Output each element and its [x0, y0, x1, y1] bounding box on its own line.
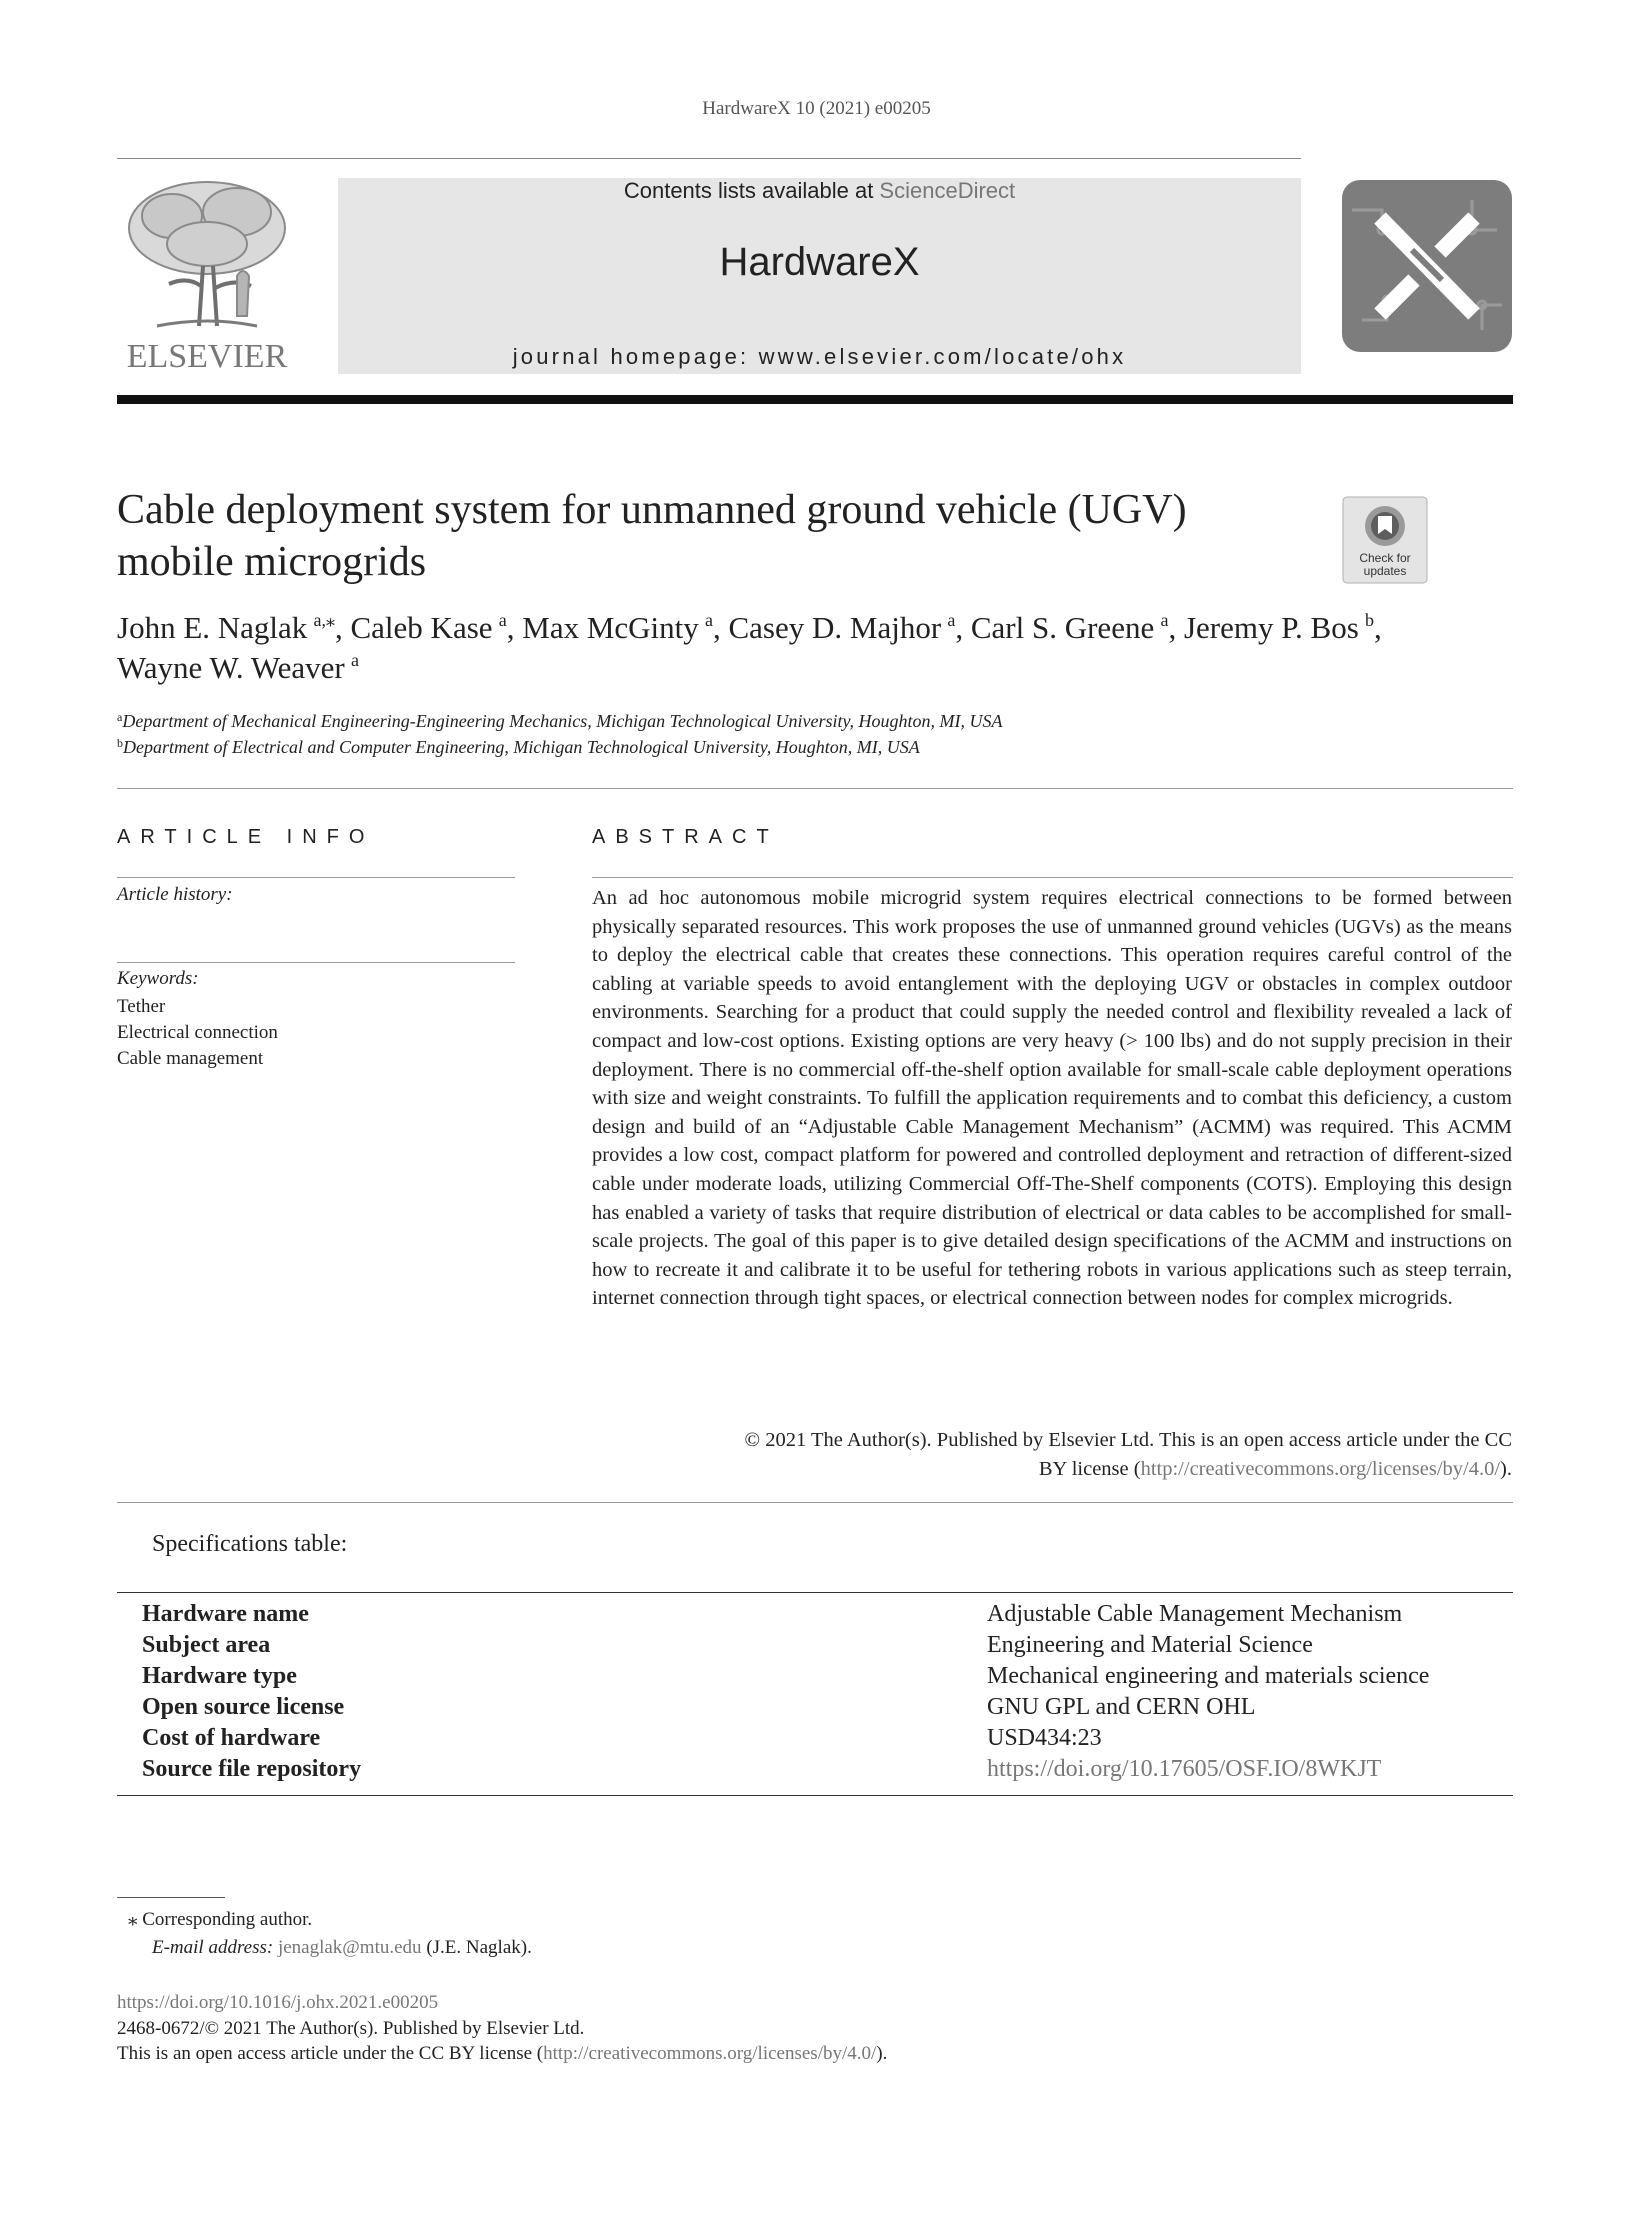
affiliation-b: $^b$Department of Electrical and Computer Engineering, Michigan Technological University, Houghton, MI, USA [117, 736, 920, 757]
header-thick-rule [117, 395, 1513, 404]
page-footer [117, 1990, 887, 2067]
publisher-wordmark: ELSEVIER [126, 338, 288, 375]
doi-link[interactable]: https://doi.org/10.1016/j.ohx.2021.e00205 [117, 1992, 439, 2013]
abstract-paragraph: An ad hoc autonomous mobile microgrid system requires electrical connections to be formed between physically separated resources. This work proposes the use of unmanned ground vehicles (UGVs) as the means to deploy the electrical cable that creates these connections. This operation requires careful control of the cabling at variable speeds to avoid entanglement with the deploying UGV or obstacles in complex outdoor environments. Searching for a product that could supply the needed control and flexibility revealed a lack of compact and low-cost options. Existing options are very heavy (> 100 lbs) and do not supply precision in their deployment. There is no commercial off-the-shelf option available for small-scale cable deployment operations with size and weight constraints. To fulfill the application requirements and to combat this deficiency, a custom design and build of an “Adjustable Cable Management Mechanism” (ACMM) was required. This ACMM provides a low cost, compact platform for powered and controlled deployment and retraction of different-sized cable under moderate loads, utilizing Commercial Off-The-Shelf components (COTS). Employing this design has enabled a variety of tasks that require distribution of electrical or data cables to be accomplished for small-scale projects. The goal of this paper is to give detailed design specifications of the ACMM and instructions on how to recreate it and calibrate it to be useful for tethering robots in various applications such as steep terrain, internet connection through tight spaces, or electrical connection between nodes for complex microgrids. [592, 887, 1512, 1310]
affiliation-rule [117, 788, 1513, 789]
author-affiliation-marker: a [704, 610, 713, 630]
article-info-rule [117, 877, 515, 878]
crossmark-label-1: Check for [1359, 551, 1411, 565]
header-rule [117, 158, 1301, 159]
keyword-item: Electrical connection [117, 1022, 278, 1043]
copyright-line-1: © 2021 The Author(s). Published by Elsevier Ltd. This is an open access article under the CC [744, 1429, 1512, 1451]
journal-title: HardwareX [719, 240, 920, 284]
author-name[interactable]: John E. Naglak [117, 610, 308, 645]
abstract-rule [592, 877, 1513, 878]
table-row: Source file repository https://doi.org/10.17605/OSF.IO/8WKJT [117, 1754, 1513, 1785]
title-line-2: mobile microgrids [117, 539, 427, 585]
keywords-rule [117, 962, 515, 963]
contents-line [338, 178, 1301, 204]
check-for-updates-button[interactable] [1342, 496, 1428, 584]
repository-link[interactable]: https://doi.org/10.17605/OSF.IO/8WKJT [987, 1756, 1382, 1782]
author-separator: , [335, 610, 351, 645]
author-affiliation-marker: a [350, 650, 359, 670]
footnote-marker: ⁎ [128, 1909, 138, 1930]
table-row: Subject area Engineering and Material Science [142, 1632, 1313, 1658]
journal-homepage-link[interactable]: journal homepage: www.elsevier.com/locate/ohx [512, 344, 1127, 369]
keyword-item: Cable management [117, 1048, 264, 1069]
abstract-end-rule [117, 1502, 1513, 1503]
hardwarex-x-icon [1342, 180, 1512, 352]
author-affiliation-marker: a,⁎ [313, 610, 335, 630]
elsevier-tree-icon [117, 176, 297, 336]
crossmark-icon [1342, 496, 1428, 584]
table-row: Hardware type Mechanical engineering and materials science [142, 1663, 1430, 1689]
author-name[interactable]: Jeremy P. Bos [1183, 610, 1359, 645]
email-link[interactable]: jenaglak@mtu.edu [277, 1937, 422, 1958]
table-row: Open source license GNU GPL and CERN OHL [142, 1694, 1256, 1720]
publisher-logo[interactable] [117, 176, 297, 376]
abstract-body [592, 884, 1512, 1313]
license-link[interactable]: http://creativecommons.org/licenses/by/4.0/ [1140, 1457, 1501, 1480]
table-row: Cost of hardware USD434:23 [142, 1725, 1102, 1751]
abstract-heading: ABSTRACT [592, 826, 779, 848]
article-info-heading: ARTICLE INFO [117, 826, 375, 848]
article-history-label: Article history: [117, 884, 233, 905]
keyword-list [117, 994, 278, 1072]
author-separator: , [1373, 610, 1382, 645]
specifications-table [117, 1592, 1513, 1796]
author-name[interactable]: Wayne W. Weaver [117, 650, 345, 685]
author-separator: , [955, 610, 971, 645]
abstract-copyright [592, 1426, 1512, 1483]
journal-banner [338, 178, 1301, 374]
title-line-1: Cable deployment system for unmanned ground vehicle (UGV) [117, 487, 1187, 533]
keywords-label: Keywords: [117, 968, 199, 989]
journal-reference: HardwareX 10 (2021) e00205 [702, 98, 931, 119]
article-title [117, 484, 1317, 588]
footer-license-link[interactable]: http://creativecommons.org/licenses/by/4.0/ [543, 2043, 877, 2064]
author-separator: , [712, 610, 729, 645]
author-affiliation-marker: a [1160, 610, 1169, 630]
author-name[interactable]: Casey D. Majhor [728, 610, 942, 645]
author-name[interactable]: Max McGinty [522, 610, 699, 645]
footnote-rule [117, 1897, 225, 1898]
author-name[interactable]: Carl S. Greene [970, 610, 1155, 645]
corresponding-author-footnote: ⁎ Corresponding author. E-mail address: jenaglak@mtu.edu (J.E. Naglak). [128, 1909, 532, 1958]
sciencedirect-link[interactable]: ScienceDirect [879, 178, 1016, 203]
crossmark-label-2: updates [1363, 564, 1407, 578]
issn-line: 2468-0672/© 2021 The Author(s). Published by Elsevier Ltd. [117, 2017, 585, 2039]
author-separator: , [1168, 610, 1184, 645]
author-affiliation-marker: b [1364, 610, 1374, 630]
affiliations [117, 708, 1517, 760]
keyword-item: Tether [117, 996, 166, 1017]
author-name[interactable]: Caleb Kase [350, 610, 493, 645]
copyright-line-2: BY license (http://creativecommons.org/licenses/by/4.0/). [1038, 1457, 1512, 1480]
author-affiliation-marker: a [498, 610, 507, 630]
hardwarex-logo[interactable] [1342, 180, 1512, 352]
author-list [117, 608, 1517, 688]
affiliation-a: $^a$Department of Mechanical Engineering-Engineering Mechanics, Michigan Technological University, Houghton, MI, USA [117, 710, 1003, 731]
specifications-caption: Specifications table: [152, 1531, 348, 1557]
contents-prefix: Contents lists available at [623, 178, 880, 203]
table-row: Hardware name Adjustable Cable Management Mechanism [142, 1601, 1403, 1627]
license-line: This is an open access article under the CC BY license (http://creativecommons.org/licenses/by/4.0/). [117, 2043, 888, 2064]
author-affiliation-marker: a [947, 610, 956, 630]
author-separator: , [506, 610, 523, 645]
